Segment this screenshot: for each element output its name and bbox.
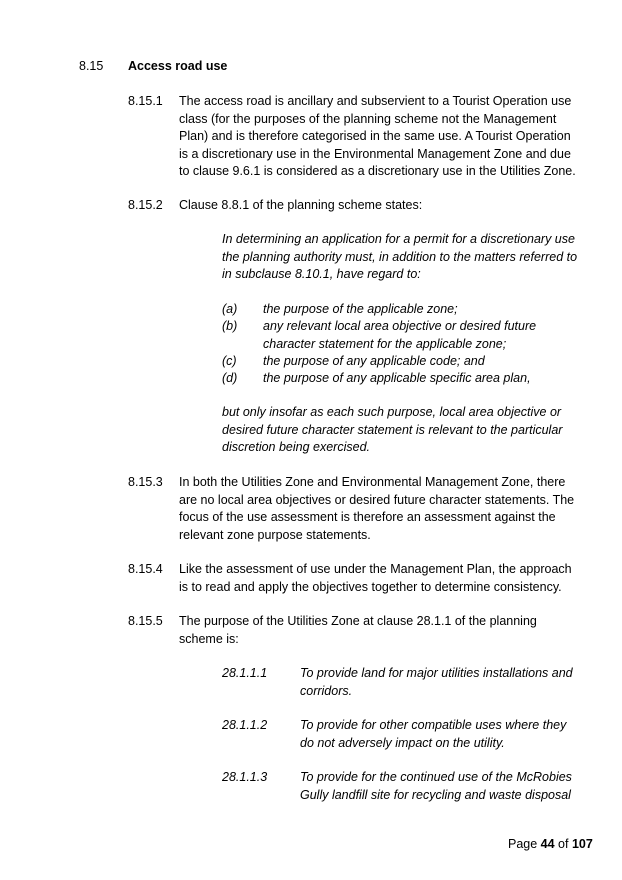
paragraph-number: 8.15.4 [128, 562, 163, 576]
list-label: (d) [222, 371, 238, 385]
text-line: is to read and apply the objectives together to determine consistency. [179, 579, 562, 594]
objective-text [300, 717, 590, 752]
quote-intro [222, 231, 588, 284]
text-line: to clause 9.6.1 is considered as a discretionary use in the Utilities Zone. [179, 164, 576, 179]
text-line: Like the assessment of use under the Management Plan, the approach [179, 562, 572, 576]
text-line: Plan) and is therefore categorised in the same use. A Tourist Operation [179, 129, 571, 144]
text-line: is a discretionary use in the Environmental Management Zone and due [179, 146, 571, 161]
text-line: in subclause 8.10.1, have regard to: [222, 267, 421, 282]
text-line: do not adversely impact on the utility. [300, 735, 505, 750]
footer-prefix: Page [508, 837, 541, 851]
paragraph-number: 8.15.1 [128, 94, 163, 108]
paragraph-8-15-4 [179, 561, 584, 596]
text-line: scheme is: [179, 631, 239, 646]
total-pages: 107 [571, 837, 593, 851]
text-line: corridors. [300, 683, 353, 698]
text-line: relevant zone purpose statements. [179, 527, 371, 542]
text-line: The purpose of the Utilities Zone at clause 28.1.1 of the planning [179, 614, 537, 628]
paragraph-8-15-3 [179, 474, 584, 544]
text-line: desired future character statement is relevant to the particular [222, 422, 563, 437]
list-label: (b) [222, 319, 238, 333]
text-line: the planning authority must, in addition to the matters referred to [222, 249, 578, 264]
paragraph-8-15-1 [179, 93, 584, 181]
paragraph-number: 8.15.5 [128, 614, 163, 628]
text-line: In determining an application for a permit for a discretionary use [222, 232, 575, 246]
paragraph-8-15-2: Clause 8.8.1 of the planning scheme states: [179, 198, 423, 212]
text-line: the purpose of any applicable specific area plan, [263, 371, 531, 385]
text-line: focus of the use assessment is therefore an assessment against the [179, 510, 556, 525]
list-label: (a) [222, 302, 238, 316]
text-line: are no local area objectives or desired future character statements. The [179, 492, 575, 507]
current-page-number: 44 [540, 837, 555, 851]
footer-of: of [554, 837, 572, 851]
objective-number: 28.1.1.1 [222, 666, 268, 680]
paragraph-number: 8.15.2 [128, 198, 163, 212]
text-line: any relevant local area objective or desired future [263, 319, 537, 333]
objective-text [300, 665, 590, 700]
objective-number: 28.1.1.2 [222, 718, 268, 732]
text-line: but only insofar as each such purpose, local area objective or [222, 405, 562, 419]
list-item-text [263, 353, 583, 371]
page-footer [508, 836, 593, 854]
text-line: class (for the purposes of the planning scheme not the Management [179, 111, 557, 126]
text-line: the purpose of the applicable zone; [263, 302, 458, 316]
paragraph-8-15-5 [179, 613, 584, 648]
text-line: Gully landfill site for recycling and waste disposal [300, 787, 571, 802]
text-line: character statement for the applicable zone; [263, 336, 507, 351]
objective-text [300, 769, 590, 804]
section-heading: Access road use [128, 59, 228, 73]
section-number: 8.15 [79, 59, 104, 73]
text-line: To provide for the continued use of the McRobies [300, 770, 572, 784]
text-line: To provide land for major utilities installations and [300, 666, 573, 680]
text-line: To provide for other compatible uses where they [300, 718, 567, 732]
text-line: discretion being exercised. [222, 440, 370, 455]
text-line: In both the Utilities Zone and Environmental Management Zone, there [179, 475, 566, 489]
objective-number: 28.1.1.3 [222, 770, 268, 784]
text-line: the purpose of any applicable code; and [263, 354, 485, 368]
list-item-text [263, 318, 583, 353]
quote-outro [222, 404, 588, 457]
list-label: (c) [222, 354, 237, 368]
paragraph-number: 8.15.3 [128, 475, 163, 489]
list-item-text [263, 301, 583, 319]
text-line: The access road is ancillary and subservient to a Tourist Operation use [179, 94, 572, 108]
list-item-text [263, 370, 583, 388]
